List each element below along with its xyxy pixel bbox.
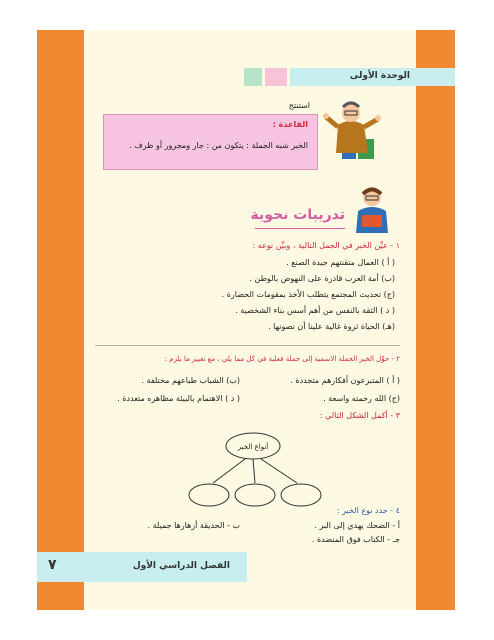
left-orange-bar — [37, 30, 84, 610]
exercise4-item-a: أ - الضحك يهدي إلى البر . — [314, 521, 400, 530]
exercise3-instruction: ٣ - أكمل الشكل التالي : — [319, 411, 400, 420]
exercise2-item-b: (ب) الشباب طباعهم مختلفة . — [141, 376, 240, 385]
section-title: تدريبات نحوية — [250, 207, 345, 223]
diagram-middle-oval — [235, 484, 275, 506]
section-title-underline — [255, 228, 345, 229]
right-orange-bar — [416, 30, 455, 610]
exercise2-item-d: ( د ) الاهتمام بالبيئة مظاهره متعددة . — [117, 394, 240, 403]
exercise1-item-d: ( د ) الثقة بالنفس من أهم أسس بناء الشخصية . — [235, 306, 395, 315]
header-green-block — [244, 68, 262, 86]
divider-1 — [95, 345, 400, 346]
page-number: ٧ — [48, 557, 57, 573]
conclude-heading: استنتج — [288, 101, 310, 110]
diagram-center-label: أنواع الخبر — [237, 443, 269, 451]
exercise1-item-b: (ب) أمة العرب قادرة على النهوض بالوطن . — [249, 274, 395, 283]
exercise1-item-a: ( أ ) العمال متقنتهم جيدة الصنع . — [286, 258, 395, 267]
exercise2-item-c: (ج) الله رحمته واسعة . — [323, 394, 400, 403]
exercise4-item-b: ب - الحديقة أزهارها جميلة . — [147, 521, 240, 530]
rule-title: القاعدة : — [272, 120, 308, 129]
footer-term: الفصل الدراسي الأول — [132, 561, 230, 571]
teacher-illustration — [320, 95, 385, 165]
student-illustration — [352, 183, 392, 233]
header-pink-block — [265, 68, 287, 86]
unit-title: الوحدة الأولى — [349, 71, 410, 81]
exercise1-instruction: ١ - عيِّن الخبر في الجمل التالية ، وبيِّن نوعه : — [252, 241, 400, 250]
exercise1-item-c: (ج) تحديث المجتمع يتطلب الأخذ بمقومات الحضارة . — [221, 290, 395, 299]
diagram-right-oval — [281, 484, 321, 506]
exercise1-item-e: (هـ) الحياة ثروة غالية علينا أن نصونها . — [268, 322, 395, 331]
diagram-left-oval — [189, 484, 229, 506]
rule-text: الخبر شبه الجملة : يتكون من : جار ومجرور أو ظرف . — [129, 141, 308, 150]
exercise2-instruction: ٢ - حوِّل الخبر الجملة الاسمية إلى جملة فعلية في كل مما يلي ، مع تغيير ما يلزم : — [164, 355, 400, 363]
exercise4-instruction: ٤ - حدد نوع الخبر : — [336, 506, 400, 515]
types-diagram — [185, 425, 325, 510]
exercise2-item-a: ( أ ) المتبرعون أفكارهم متجددة . — [290, 376, 400, 385]
exercise4-item-c: جـ - الكتاب فوق المنضدة . — [311, 535, 400, 544]
